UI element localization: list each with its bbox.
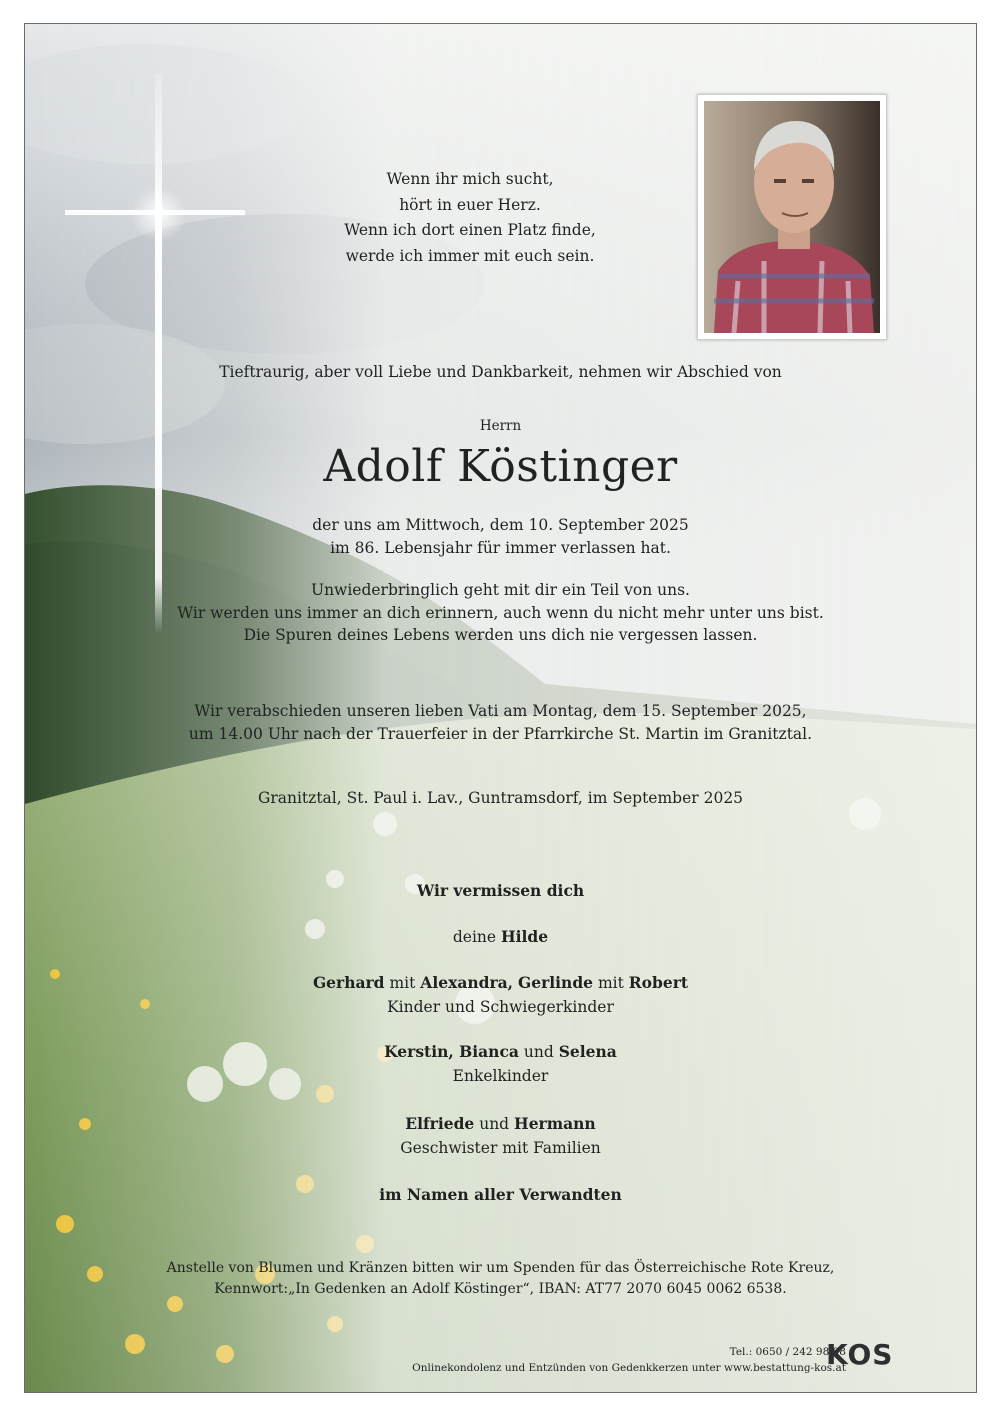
poem-line: Wenn ich dort einen Platz finde, [344, 221, 596, 239]
deceased-name: Adolf Köstinger [323, 441, 678, 492]
place-date: Granitztal, St. Paul i. Lav., Guntramsdorf, im September 2025 [257, 789, 744, 807]
mourners-heading: Wir vermissen dich [416, 881, 585, 900]
poem-line: Wenn ihr mich sucht, [386, 170, 554, 188]
donation-line: Anstelle von Blumen und Kränzen bitten wir um Spenden für das Österreichische Rote Kreuz, [166, 1260, 835, 1276]
mourner-spouse [0, 926, 1001, 949]
grandchildren-relation: Enkelkinder [452, 1067, 549, 1085]
salutation: Herrn [479, 418, 522, 434]
poem-line: hört in euer Herz. [399, 195, 541, 214]
funeral-details [0, 700, 1001, 745]
donation-line: Kennwort:„In Gedenken an Adolf Köstinger“, IBAN: AT77 2070 6045 0062 6538. [214, 1281, 787, 1297]
kos-logo: KOS [826, 1338, 894, 1371]
sibling-name: Elfriede [405, 1114, 475, 1133]
child-name: Robert [628, 973, 689, 992]
death-notice-line: im 86. Lebensjahr für immer verlassen hat. [330, 538, 671, 557]
donation-request [0, 1258, 1001, 1300]
child-name: Alexandra, [420, 973, 514, 992]
child-name: Gerlinde [518, 973, 594, 992]
siblings-relation: Geschwister mit Familien [400, 1139, 601, 1157]
connector: und [479, 1115, 510, 1133]
mourners-closing: im Namen aller Verwandten [379, 1185, 622, 1204]
spouse-name: Hilde [501, 927, 549, 946]
remembrance-line: Die Spuren deines Lebens werden uns dich nie vergessen lassen. [243, 626, 758, 644]
footer-phone: Tel.: 0650 / 242 98 98 [729, 1346, 846, 1358]
portrait-photo [697, 94, 887, 340]
mourner-siblings [0, 1113, 1001, 1136]
poem [300, 167, 640, 269]
connector: und [523, 1043, 554, 1061]
remembrance-line: Wir werden uns immer an dich erinnern, auch wenn du nicht mehr unter uns bist. [177, 603, 824, 622]
grandchild-name: Selena [558, 1042, 617, 1061]
death-notice [0, 514, 1001, 559]
sibling-name: Hermann [514, 1114, 596, 1133]
mourner-children [0, 972, 1001, 995]
child-name: Gerhard [312, 973, 385, 992]
children-relation: Kinder und Schwiegerkinder [387, 998, 614, 1016]
funeral-line: um 14.00 Uhr nach der Trauerfeier in der Pfarrkirche St. Martin im Granitztal. [188, 724, 813, 743]
mourner-grandchildren [0, 1041, 1001, 1064]
footer-online-notice: Onlinekondolenz und Entzünden von Gedenkkerzen unter www.bestattung-kos.at [412, 1362, 846, 1374]
portrait-image [704, 101, 880, 333]
connector: mit [389, 974, 416, 992]
intro-text: Tieftraurig, aber voll Liebe und Dankbarkeit, nehmen wir Abschied von [219, 363, 782, 381]
death-notice-line: der uns am Mittwoch, dem 10. September 2025 [312, 516, 689, 534]
remembrance-text [0, 579, 1001, 647]
spouse-prefix: deine [452, 928, 497, 946]
grandchild-name: Kerstin, Bianca [384, 1042, 519, 1061]
funeral-line: Wir verabschieden unseren lieben Vati am Montag, dem 15. September 2025, [194, 702, 807, 720]
connector: mit [597, 974, 624, 992]
remembrance-line: Unwiederbringlich geht mit dir ein Teil von uns. [311, 581, 690, 599]
poem-line: werde ich immer mit euch sein. [345, 246, 595, 265]
